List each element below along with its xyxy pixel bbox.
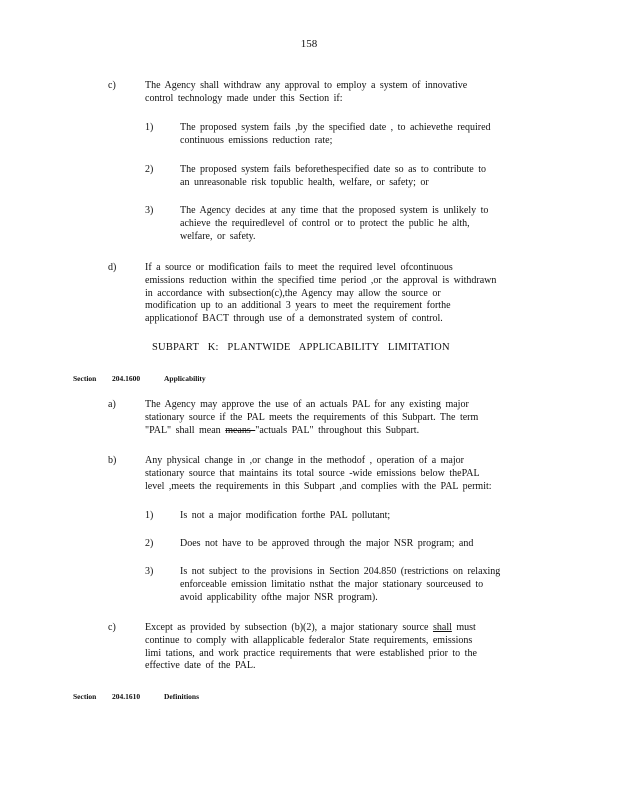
paragraph-b-item-3: Is not subject to the provisions in Section 204.850 (restrictions on relaxing enforceable emission limitatio nsthat the major stationary sourceused to avoid applicability ofthe major NSR program). <box>180 566 501 603</box>
paragraph-c-intro: The Agency shall withdraw any approval to employ a system of innovative control technology made under this Section if: <box>145 80 468 104</box>
section-heading-1600 <box>0 374 618 384</box>
item-label: 2) <box>145 164 154 175</box>
page-number: 158 <box>300 38 318 50</box>
paragraph-label: a) <box>108 399 116 410</box>
paragraph-b-item-1: Is not a major modification forthe PAL pollutant; <box>180 510 391 521</box>
section-number: 204.1610 <box>112 692 141 701</box>
paragraph-d: If a source or modification fails to meet the required level ofcontinuous emissions reduction within the specified time period ,or the approval is withdrawn in accordance with subsection(c),the Agency may allow the source or modification up to an additional 3 years to meet the requirement forthe applicationof BACT through use of a demonstrated system of control. <box>145 262 497 325</box>
paragraph-c-item-2: The proposed system fails beforethespecified date so as to contribute to an unreasonable risk topublic health, welfare, or safety; or <box>180 164 487 188</box>
item-label: 2) <box>145 538 154 549</box>
paragraph-label: d) <box>108 262 117 273</box>
paragraph-label: b) <box>108 455 117 466</box>
paragraph-a: The Agency may approve the use of an actuals PAL for any existing major stationary source if the PAL meets the requirements of this Subpart. The term "PAL" shall mean means "actuals PAL" throughout this Subpart. <box>145 399 479 436</box>
section-title: Applicability <box>164 374 206 383</box>
underlined-text: shall <box>432 622 452 633</box>
section-title: Definitions <box>164 692 200 701</box>
item-label: 3) <box>145 205 154 216</box>
paragraph-b-intro: Any physical change in ,or change in the methodof , operation of a major stationary source that maintains its total source -wide emissions below thePAL level ,meets the requirements in this Subpart ,and complies with the PAL permit: <box>145 455 492 492</box>
item-label: 1) <box>145 510 154 521</box>
paragraph-b-item-2: Does not have to be approved through the major NSR program; and <box>180 538 474 549</box>
item-label: 3) <box>145 566 154 577</box>
section-word: Section <box>73 374 97 383</box>
section-heading-1610 <box>0 692 618 702</box>
struck-text: means <box>225 424 256 436</box>
paragraph-label: c) <box>108 80 116 91</box>
paragraph-c-item-1: The proposed system fails ,by the specified date , to achievethe required continuous emissions reduction rate; <box>180 122 491 146</box>
section-word: Section <box>73 692 97 701</box>
paragraph-label: c) <box>108 622 116 633</box>
section-number: 204.1600 <box>112 374 141 383</box>
paragraph-c: Except as provided by subsection (b)(2), a major stationary source shall must continue to comply with allapplicable federalor State requirements, emissions limi tations, and work practice requirements that were established prior to the effective date of the PAL. <box>145 622 477 672</box>
paragraph-c-line-1: Except as provided by subsection (b)(2), a major stationary source shall must <box>145 622 476 633</box>
paragraph-c-item-3: The Agency decides at any time that the proposed system is unlikely to achieve the requiredlevel of control or to protect the public he alth, welfare, or safety. <box>180 205 489 242</box>
subpart-heading: SUBPART K: PLANTWIDE APPLICABILITY LIMITATION <box>152 342 450 353</box>
item-label: 1) <box>145 122 154 133</box>
paragraph-a-line-3: "PAL" shall mean means "actuals PAL" throughout this Subpart. <box>145 424 420 436</box>
